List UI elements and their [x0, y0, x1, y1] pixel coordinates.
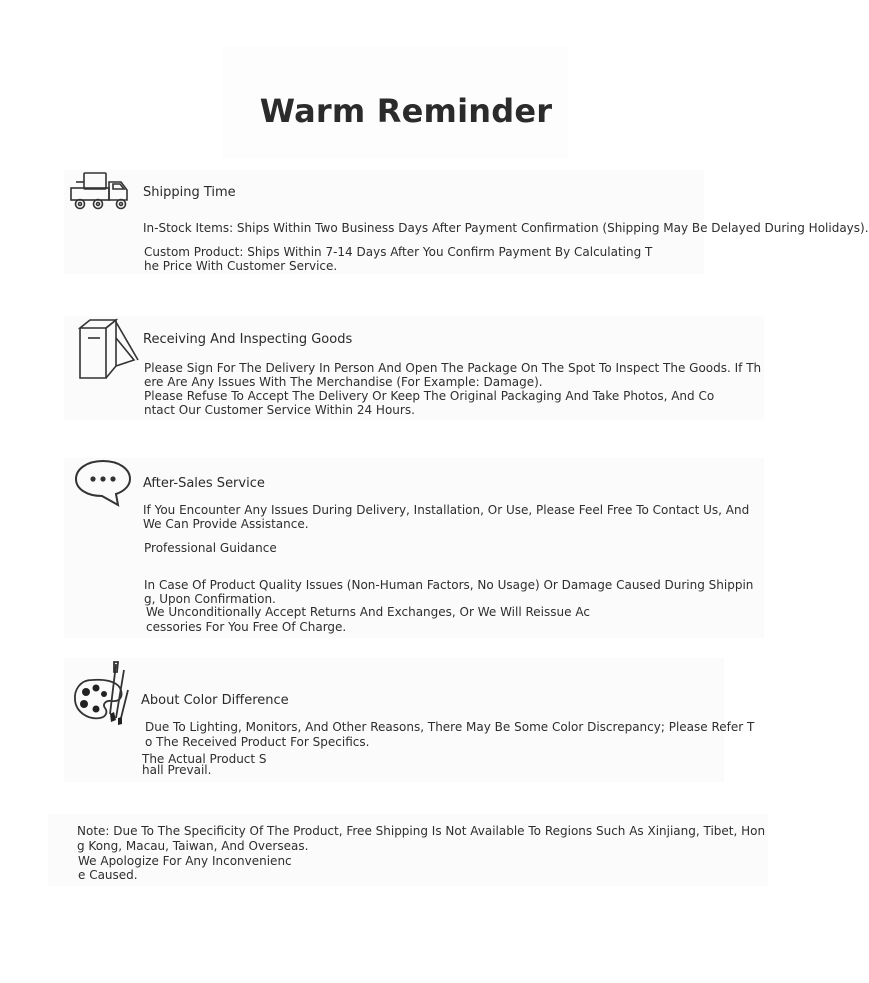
note-line-1a: Note: Due To The Specificity Of The Product, Free Shipping Is Not Available To Regions Such As Xinjiang, Tibet, Hon [77, 824, 766, 838]
shipping-line-2b: he Price With Customer Service. [144, 259, 338, 273]
shipping-heading: Shipping Time [143, 185, 236, 200]
aftersales-line-1a: If You Encounter Any Issues During Delivery, Installation, Or Use, Please Feel Free To Contact Us, And [143, 503, 750, 517]
aftersales-line-2b: g, Upon Confirmation. [144, 592, 276, 606]
color-line-1b: o The Received Product For Specifics. [145, 735, 370, 749]
receiving-line-1b: ere Are Any Issues With The Merchandise (For Example: Damage). [144, 375, 543, 389]
shipping-line-1: In-Stock Items: Ships Within Two Business Days After Payment Confirmation (Shipping May Be Delayed During Holidays). [143, 221, 869, 235]
aftersales-line-1b: We Can Provide Assistance. [143, 517, 309, 531]
box-icon [74, 318, 140, 384]
aftersales-line-3b: cessories For You Free Of Charge. [146, 620, 347, 634]
aftersales-line-3a: We Unconditionally Accept Returns And Exchanges, Or We Will Reissue Ac [146, 605, 590, 619]
receiving-line-1a: Please Sign For The Delivery In Person And Open The Package On The Spot To Inspect The Goods. If Th [144, 361, 762, 375]
truck-icon [68, 170, 138, 212]
page-title: Warm Reminder [259, 92, 553, 130]
receiving-line-2b: ntact Our Customer Service Within 24 Hours. [144, 403, 415, 417]
color-line-2b: hall Prevail. [142, 763, 212, 777]
note-line-2a: We Apologize For Any Inconvenienc [78, 854, 292, 868]
chat-bubble-icon [72, 458, 134, 508]
aftersales-line-2a: In Case Of Product Quality Issues (Non-Human Factors, No Usage) Or Damage Caused During Shippin [144, 578, 754, 592]
note-line-2b: e Caused. [78, 868, 138, 882]
shipping-line-2a: Custom Product: Ships Within 7-14 Days After You Confirm Payment By Calculating T [144, 245, 653, 259]
receiving-heading: Receiving And Inspecting Goods [143, 332, 353, 347]
aftersales-subheading: Professional Guidance [144, 541, 277, 555]
aftersales-heading: After-Sales Service [143, 476, 265, 491]
palette-icon [72, 660, 138, 728]
color-line-1a: Due To Lighting, Monitors, And Other Reasons, There May Be Some Color Discrepancy; Please Refer T [145, 720, 755, 734]
note-line-1b: g Kong, Macau, Taiwan, And Overseas. [77, 839, 309, 853]
color-line-2a: The Actual Product S [142, 752, 267, 766]
color-heading: About Color Difference [141, 693, 289, 708]
receiving-line-2a: Please Refuse To Accept The Delivery Or Keep The Original Packaging And Take Photos, And Co [144, 389, 715, 403]
